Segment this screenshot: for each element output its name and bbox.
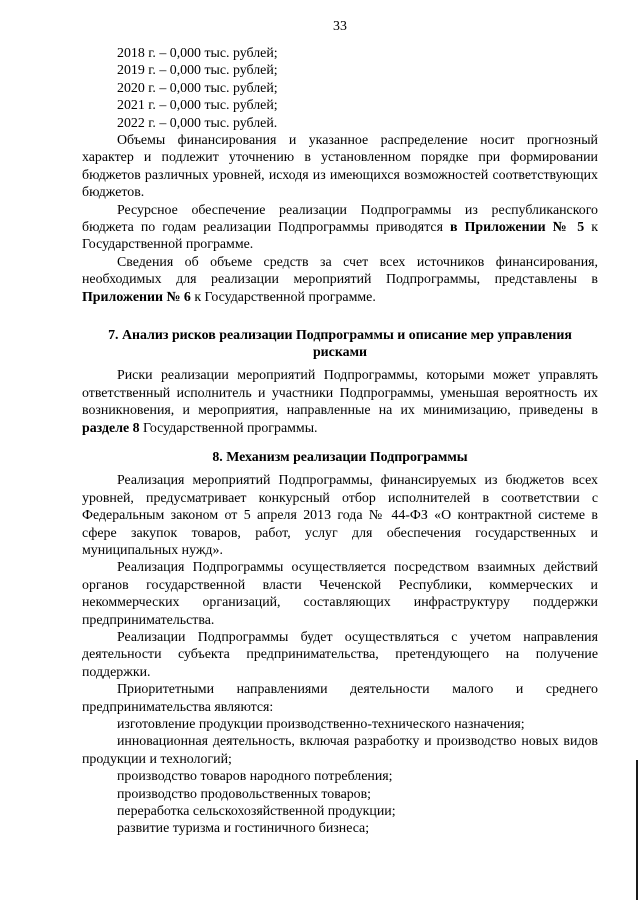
list-item: изготовление продукции производственно-технического назначения;	[117, 717, 525, 732]
funding-lines	[82, 45, 598, 132]
paragraph-forecast: Объемы финансирования и указанное распределение носит прогнозный характер и подлежит уточнению в установленном порядке при формировании бюджетов различных уровней, исходя из имеющихся возможностей соответствующих бюджетов.	[82, 133, 598, 201]
page-number: 33	[333, 19, 347, 34]
funding-line: 2021 г. – 0,000 тыс. рублей;	[117, 98, 278, 114]
list-item: производство товаров народного потребления;	[117, 769, 393, 785]
paragraph-resource: Ресурсное обеспечение реализации Подпрограммы из республиканского бюджета по годам реализации Подпрограммы приводятся в Приложении № 5 к Государственной программе.	[82, 202, 598, 253]
section-8-heading: 8. Механизм реализации Подпрограммы	[212, 449, 468, 465]
section-7-heading: 7. Анализ рисков реализации Подпрограммы и описание мер управления рисками	[108, 328, 572, 360]
priorities-list	[82, 716, 598, 838]
list-item: инновационная деятельность, включая разработку и производство новых видов продукции и технологий;	[82, 734, 598, 767]
section-8-reference: разделе 8	[82, 420, 140, 436]
annex-5-reference: в Приложении № 5	[450, 220, 585, 236]
paragraph-priorities: Приоритетными направлениями деятельности малого и среднего предпринимательства являются:	[82, 682, 598, 715]
list-item: производство продовольственных товаров;	[117, 786, 372, 802]
document-body	[82, 45, 598, 838]
funding-line: 2022 г. – 0,000 тыс. рублей.	[117, 115, 278, 131]
funding-line: 2018 г. – 0,000 тыс. рублей;	[117, 46, 278, 61]
list-item: переработка сельскохозяйственной продукции;	[117, 804, 396, 820]
funding-line: 2019 г. – 0,000 тыс. рублей;	[117, 63, 278, 79]
paragraph-direction: Реализации Подпрограммы будет осуществляться с учетом направления деятельности субъекта предпринимательства, претендующего на получение поддержки.	[82, 629, 598, 680]
paragraph-interaction: Реализация Подпрограммы осуществляется посредством взаимных действий органов государственной власти Чеченской Республики, коммерческих и некоммерческих организаций, составляющих инфраструктуру поддержки предпринимательства.	[82, 560, 598, 628]
scan-edge-mark	[636, 760, 638, 900]
funding-line: 2020 г. – 0,000 тыс. рублей;	[117, 80, 278, 96]
paragraph-procurement: Реализация мероприятий Подпрограммы, финансируемых из бюджетов всех уровней, предусматривает конкурсный отбор исполнителей в соответствии с Федеральным законом от 5 апреля 2013 года № 44-ФЗ «О контрактной системе в сфере закупок товаров, работ, услуг для обеспечения государственных и муниципальных нужд».	[82, 473, 598, 558]
annex-6-reference: Приложении № 6	[82, 289, 191, 305]
paragraph-sources: Сведения об объеме средств за счет всех источников финансирования, необходимых для реализации мероприятий Подпрограммы, представлены в Приложении № 6 к Государственной программе.	[82, 254, 598, 305]
paragraph-risks: Риски реализации мероприятий Подпрограммы, которыми может управлять ответственный исполнитель и участники Подпрограммы, уменьшая вероятность их возникновения, и мероприятия, направленные на их минимизацию, приведены в разделе 8 Государственной программы.	[82, 368, 598, 436]
list-item: развитие туризма и гостиничного бизнеса;	[117, 821, 370, 837]
